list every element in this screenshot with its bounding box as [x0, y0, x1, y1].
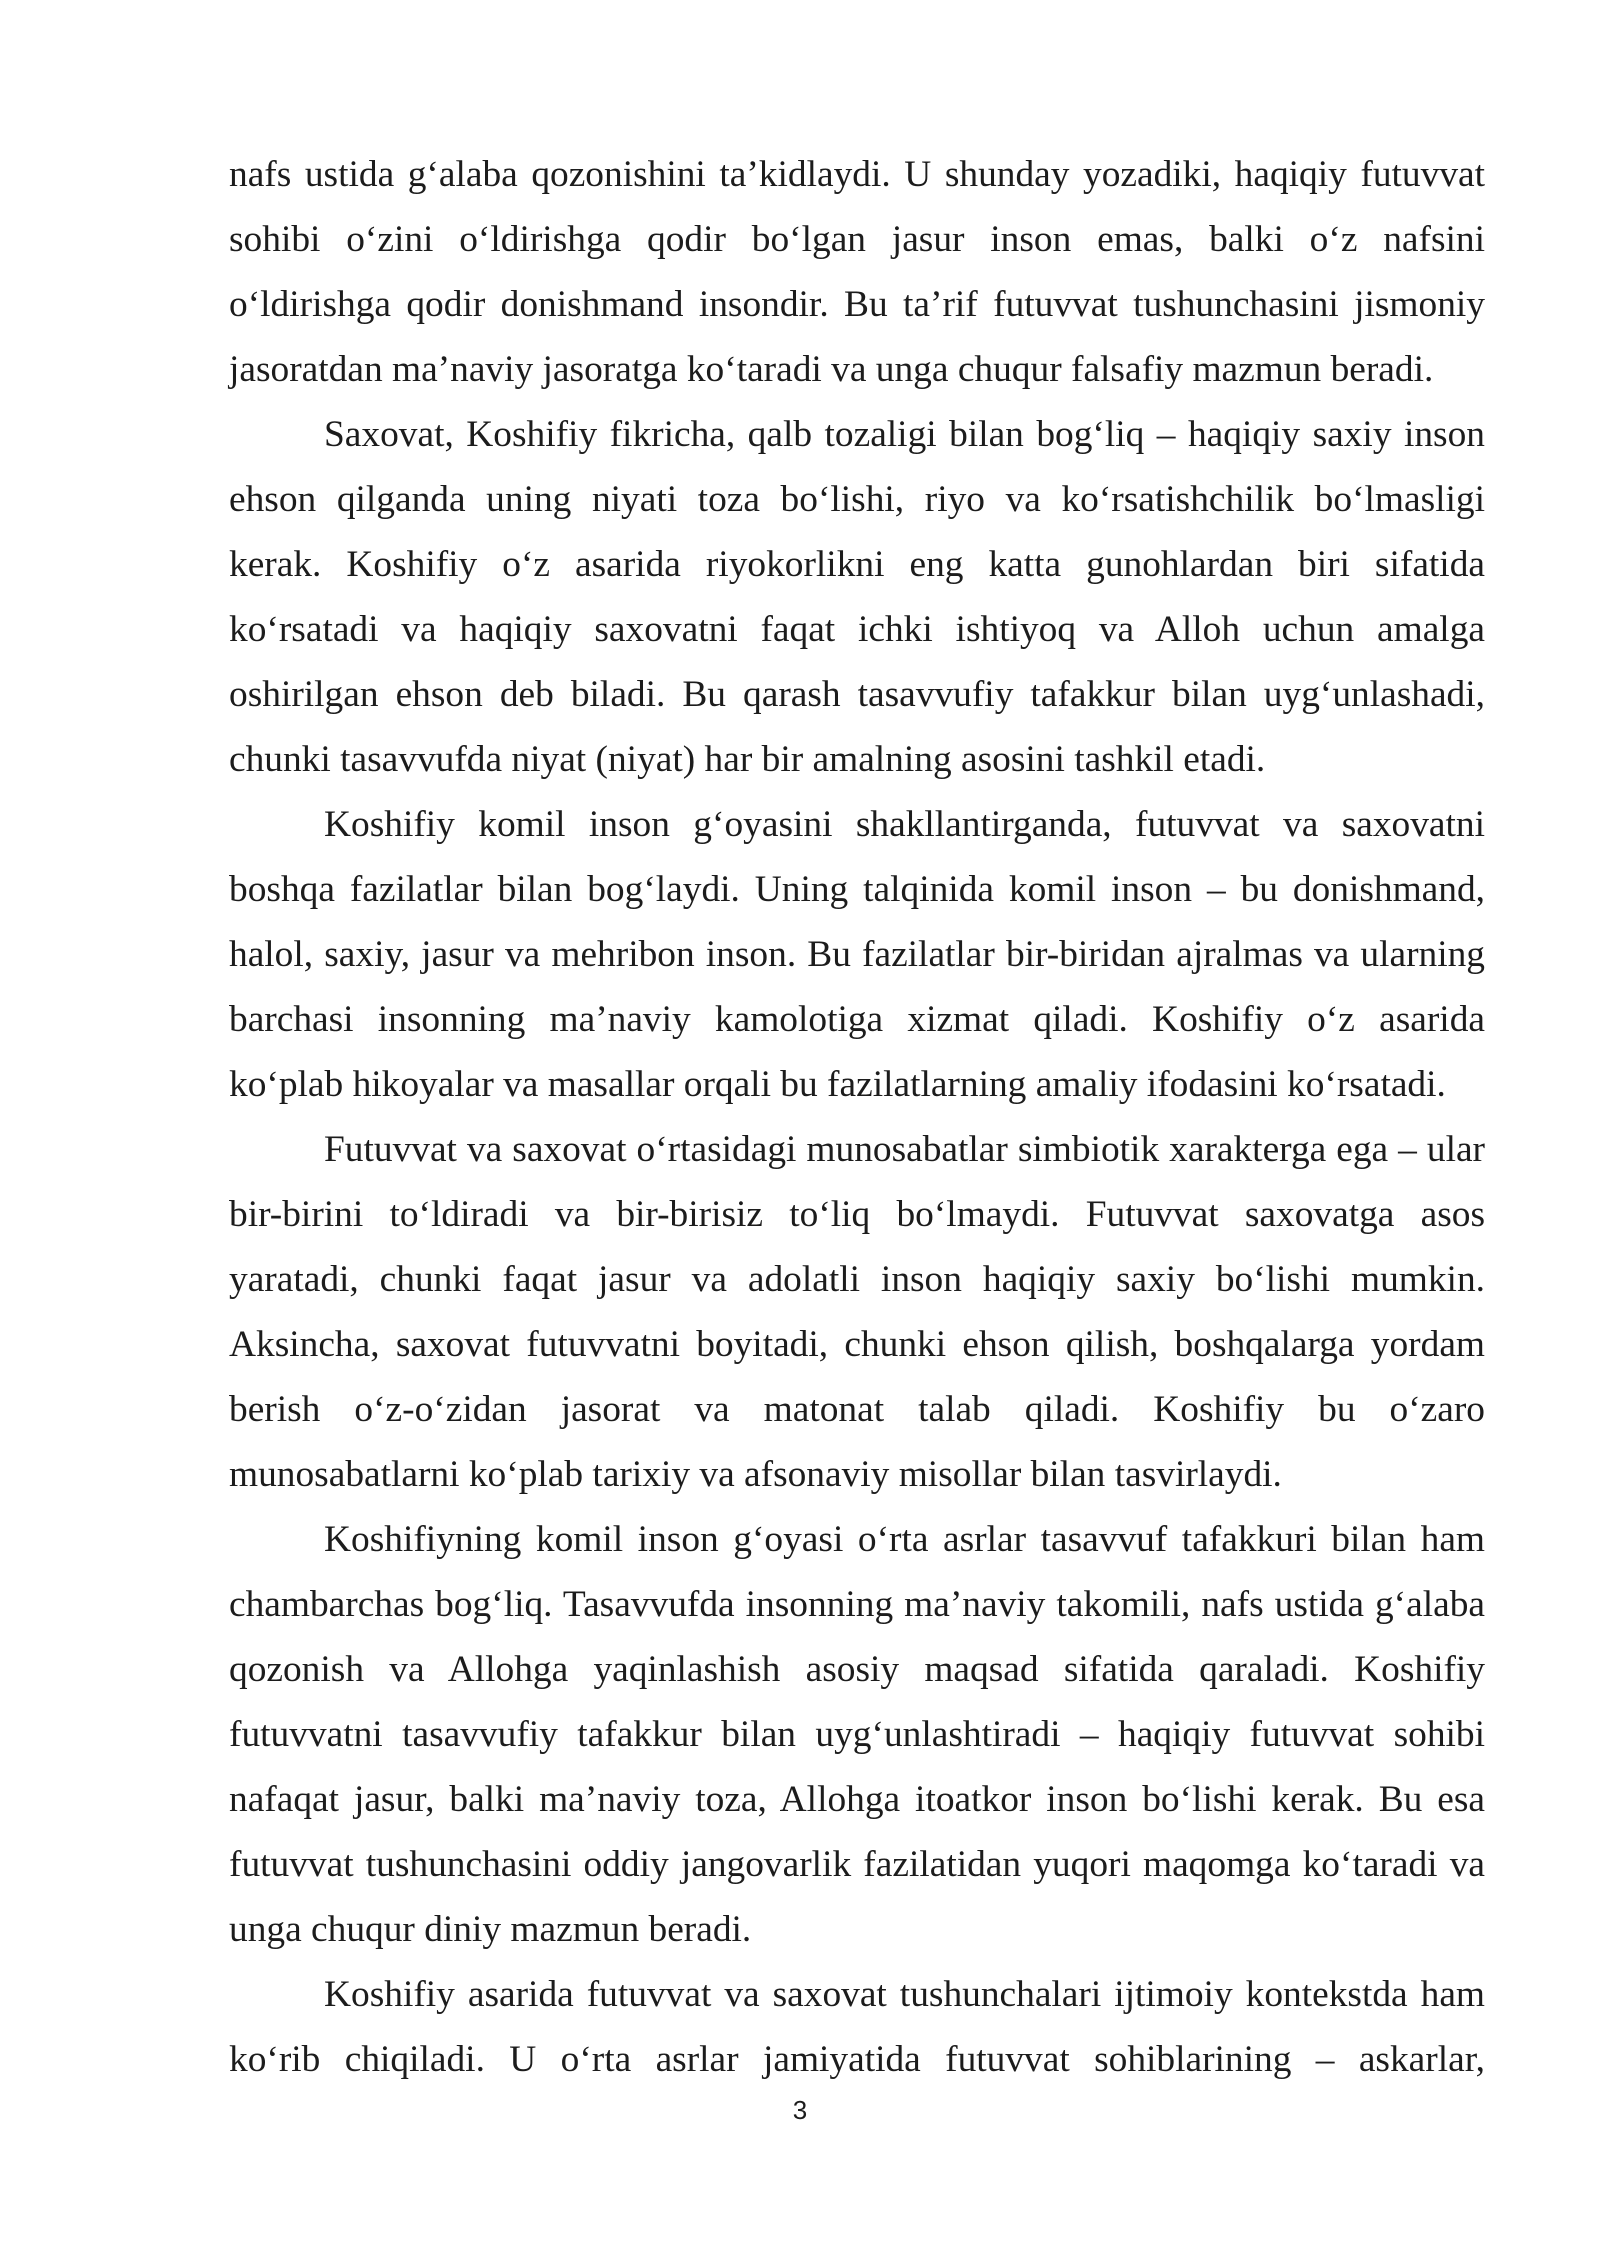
paragraph-1: nafs ustida g‘alaba qozonishini ta’kidlaydi. U shunday yozadiki, haqiqiy futuvvat sohibi o‘zini o‘ldirishga qodir bo‘lgan jasur inson emas, balki o‘z nafsini o‘ldirishga qodir donishmand insondir. Bu ta’rif futuvvat tushunchasini jismoniy jasoratdan ma’naviy jasoratga ko‘taradi va unga chuqur falsafiy mazmun beradi.: [229, 154, 1485, 390]
paragraph-4: Futuvvat va saxovat o‘rtasidagi munosabatlar simbiotik xarakterga ega – ular bir-birini to‘ldiradi va bir-birisiz to‘liq bo‘lmaydi. Futuvvat saxovatga asos yaratadi, chunki faqat jasur va adolatli inson haqiqiy saxiy bo‘lishi mumkin. Aksincha, saxovat futuvvatni boyitadi, chunki ehson qilish, boshqalarga yordam berish o‘z-o‘zidan jasorat va matonat talab qiladi. Koshifiy bu o‘zaro munosabatlarni ko‘plab tarixiy va afsonaviy misollar bilan tasvirlaydi.: [229, 1129, 1485, 1495]
paragraph-6: Koshifiy asarida futuvvat va saxovat tushunchalari ijtimoiy kontekstda ham ko‘rib chiqiladi. U o‘rta asrlar jamiyatida futuvvat sohiblarining – askarlar,: [229, 1974, 1485, 2080]
paragraph-2: Saxovat, Koshifiy fikricha, qalb tozaligi bilan bog‘liq – haqiqiy saxiy inson ehson qilganda uning niyati toza bo‘lishi, riyo va ko‘rsatishchilik bo‘lmasligi kerak. Koshifiy o‘z asarida riyokorlikni eng katta gunohlardan biri sifatida ko‘rsatadi va haqiqiy saxovatni faqat ichki ishtiyoq va Alloh uchun amalga oshirilgan ehson deb biladi. Bu qarash tasavvufiy tafakkur bilan uyg‘unlashadi, chunki tasavvufda niyat (niyat) har bir amalning asosini tashkil etadi.: [229, 414, 1485, 780]
page-number: 3: [792, 2095, 808, 2125]
paragraph-3: Koshifiy komil inson g‘oyasini shakllantirganda, futuvvat va saxovatni boshqa fazilatlar bilan bog‘laydi. Uning talqinida komil inson – bu donishmand, halol, saxiy, jasur va mehribon inson. Bu fazilatlar bir-biridan ajralmas va ularning barchasi insonning ma’naviy kamolotiga xizmat qiladi. Koshifiy o‘z asarida ko‘plab hikoyalar va masallar orqali bu fazilatlarning amaliy ifodasini ko‘rsatadi.: [229, 804, 1485, 1105]
body-text: [229, 142, 1485, 2092]
paragraph-5: Koshifiyning komil inson g‘oyasi o‘rta asrlar tasavvuf tafakkuri bilan ham chambarchas bog‘liq. Tasavvufda insonning ma’naviy takomili, nafs ustida g‘alaba qozonish va Allohga yaqinlashish asosiy maqsad sifatida qaraladi. Koshifiy futuvvatni tasavvufiy tafakkur bilan uyg‘unlashtiradi – haqiqiy futuvvat sohibi nafaqat jasur, balki ma’naviy toza, Allohga itoatkor inson bo‘lishi kerak. Bu esa futuvvat tushunchasini oddiy jangovarlik fazilatidan yuqori maqomga ko‘taradi va unga chuqur diniy mazmun beradi.: [229, 1519, 1485, 1950]
